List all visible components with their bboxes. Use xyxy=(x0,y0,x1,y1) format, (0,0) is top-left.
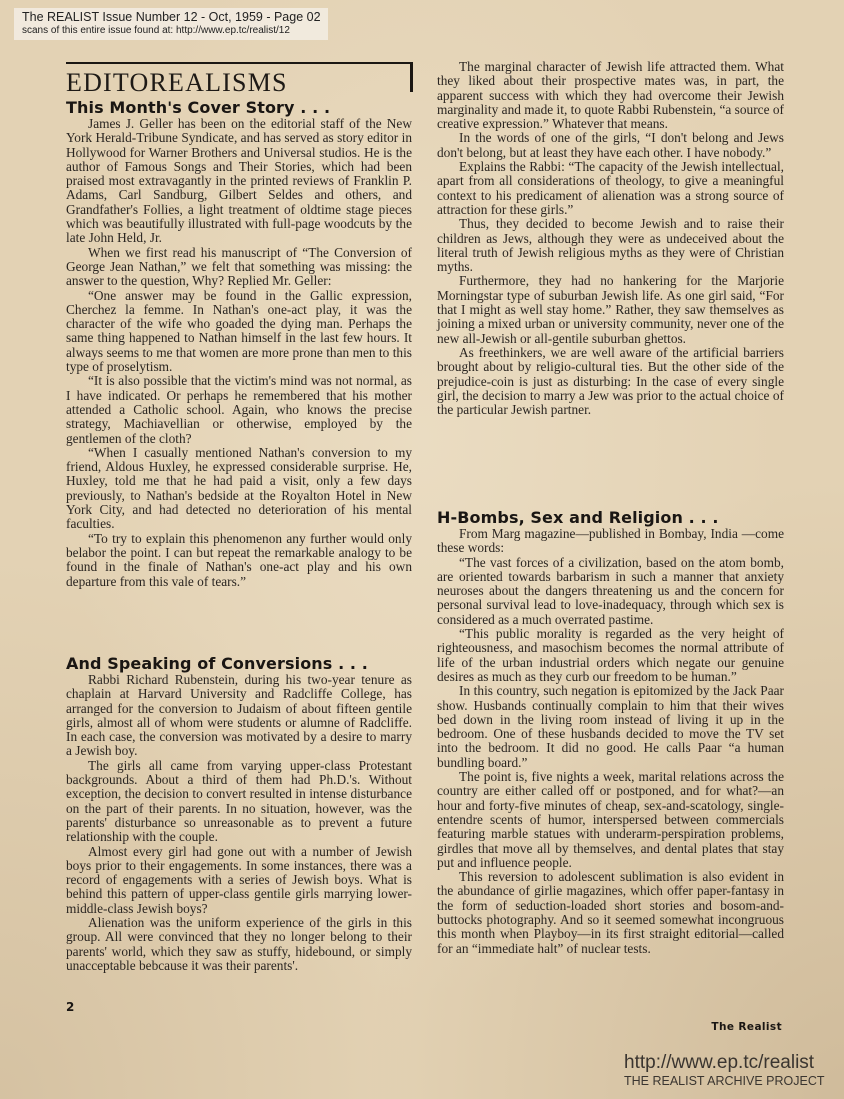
scan-info-overlay xyxy=(14,8,328,40)
paragraph: Alienation was the uniform experience of the girls in this group. All were convinced that they no longer belong to their parents' world, which they saw as stuffy, hidebound, or simply unacceptable bebcause it was their parents'. xyxy=(66,915,412,973)
paragraph: In the words of one of the girls, “I don't belong and Jews don't belong, but at least they have each other. I have nobody.” xyxy=(437,130,784,160)
paragraph: In this country, such negation is epitomized by the Jack Paar show. Husbands continually complain to him that their wives bed down in the living room instead of living it up in the bedroom. One of these husbands decided to move the TV set into the bedroom. It did no good. He calls Paar “a human bundling board.” xyxy=(437,683,784,770)
masthead xyxy=(66,62,412,97)
archive-project-name: THE REALIST ARCHIVE PROJECT xyxy=(624,1074,825,1088)
paragraph: The girls all came from varying upper-class Protestant backgrounds. About a third of them had Ph.D.'s. Without exception, the decision to convert resulted in intense disturbance on the part of their parents. In no situation, however, was the parents' disturbance so unreasonable as to prevent a future relationship with the couple. xyxy=(66,757,412,845)
issue-title: The REALIST Issue Number 12 - Oct, 1959 - Page 02 xyxy=(22,10,321,24)
paragraph: This reversion to adolescent sublimation is also evident in the abundance of girlie magazines, which offer paper-fantasy in the form of seduction-loaded short stories and bosom-and-buttocks photography. And so it seemed somewhat incongruous this month when Playboy—in its first straight editorial—called for an “immediate halt” of nuclear tests. xyxy=(437,869,784,956)
paragraph: From Marg magazine—published in Bombay, India —come these words: xyxy=(437,526,784,556)
paragraph: The point is, five nights a week, marital relations across the country are either called off or postponed, and for what?—an hour and forty-five minutes of cheap, sex-and-scatology, single-entendre scents of humor, interspersed between commercials featuring marble statues with underarm-perspiration problems, girdles that move all by themselves, and dental plates that stay put and influence people. xyxy=(437,769,784,870)
masthead-title: EDITOREALISMS xyxy=(66,68,288,97)
paragraph: Thus, they decided to become Jewish and to raise their children as Jews, although they were as undeceived about the literal truth of Jewish religious myths as they were of Christian myths. xyxy=(437,216,784,275)
section-heading: This Month's Cover Story . . . xyxy=(66,98,331,117)
paragraph: James J. Geller has been on the editorial staff of the New York Herald-Tribune Syndicate, and has served as story editor in Hollywood for Warner Brothers and Universal studios. He is the author of Famous Songs and Their Stories, which had been praised most extravagantly in the printed reviews of Franklin P. Adams, Carl Sandburg, Gilbert Seldes and others, and Grandfather's Follies, a light treatment of oldtime stage pieces which was beautifully illustrated with full-page woodcuts by the late John Held, Jr. xyxy=(66,116,412,246)
page-number: 2 xyxy=(66,1000,75,1014)
paragraph: “One answer may be found in the Gallic expression, Cherchez la femme. In Nathan's one-act play, it was the character of the wife who goaded the dying man. Perhaps the same thing happened to Nathan himself in the last few hours. It always seems to me that women are more prone than men to this type of proselytism. xyxy=(66,287,412,375)
paragraph: When we first read his manuscript of “The Conversion of George Jean Nathan,” we felt that something was missing: the answer to the question, Why? Replied Mr. Geller: xyxy=(66,244,412,289)
section-conversions-continued xyxy=(437,60,784,417)
section-h-bombs xyxy=(437,508,784,956)
paragraph: “It is also possible that the victim's mind was not normal, as I have indicated. Or perhaps he remembered that his mother attended a Catholic school. Again, who knows the precise strategy, Machiavellian or otherwise, employed by the gentlemen of the cloth? xyxy=(66,373,412,446)
paragraph: As freethinkers, we are well aware of the artificial barriers brought about by religio-cultural ties. But the other side of the prejudice-coin is just as disturbing: In the case of every single girl, the decision to marry a Jew was prior to the actual choice of the particular Jewish partner. xyxy=(437,344,784,418)
section-conversions xyxy=(66,654,412,973)
section-heading: H-Bombs, Sex and Religion . . . xyxy=(437,508,719,527)
scan-source-note: scans of this entire issue found at: http://www.ep.tc/realist/12 xyxy=(22,25,290,36)
paragraph: Rabbi Richard Rubenstein, during his two-year tenure as chaplain at Harvard University and Radcliffe College, has arranged for the conversion to Judaism of about fifteen gentile girls, almost all of whom were students or alumne of Radcliffe. In each case, the conversion was motivated by a desire to marry a Jewish boy. xyxy=(66,672,412,759)
paragraph: Furthermore, they had no hankering for the Marjorie Morningstar type of suburban Jewish life. As one girl said, “For that I might as well stay home.” Rather, they saw themselves as joining a mixed urban or university community, never one of the new all-Jewish or all-gentile suburban ghettos. xyxy=(437,273,784,346)
paragraph: “The vast forces of a civilization, based on the atom bomb, are oriented towards barbarism in such a manner that anxiety neuroses about the dangers threatening us and the concern for personal survival lead to love-inadequacy, through which sex is considered as a much overrated pastime. xyxy=(437,554,784,627)
paragraph: The marginal character of Jewish life attracted them. What they liked about their prospective mates was, in part, the apparent success with which they had overcome their Jewish marginality and made it, to quote Rabbi Rubenstein, “a source of creative expression.” Whatever that means. xyxy=(437,59,784,132)
archive-url[interactable]: http://www.ep.tc/realist xyxy=(624,1052,815,1073)
paragraph: Explains the Rabbi: “The capacity of the Jewish intellectual, apart from all considerations of theology, to give a meaningful context to his predicament of alienation was a strong source of attraction for these girls.” xyxy=(437,159,784,217)
footer-brand: The Realist xyxy=(711,1021,782,1033)
paragraph: “When I casually mentioned Nathan's conversion to my friend, Aldous Huxley, he expressed considerable surprise. He, Huxley, told me that he had paid a visit, only a few days previously, to Nathan's bedside at the Royalton Hotel in New York City, and had detected no deterioration of his mental faculties. xyxy=(66,444,412,532)
paragraph: Almost every girl had gone out with a number of Jewish boys prior to their engagements. In some instances, there was a record of engagements with a series of Jewish boys. What is behind this pattern of upper-class gentile girls marrying lower-middle-class Jewish boys? xyxy=(66,843,412,916)
masthead-rule xyxy=(410,62,413,92)
section-cover-story xyxy=(66,98,412,589)
paragraph: “This public morality is regarded as the very height of righteousness, and masochism becomes the normal attribute of life of the urban industrial orders which negate our genuine desires as much as they curb our freedom to be human.” xyxy=(437,626,784,684)
section-heading: And Speaking of Conversions . . . xyxy=(66,654,368,673)
paragraph: “To try to explain this phenomenon any further would only belabor the point. I can but repeat the remarkable analogy to be found in the finale of Nathan's one-act play and his own departure from this vale of tears.” xyxy=(66,530,412,589)
